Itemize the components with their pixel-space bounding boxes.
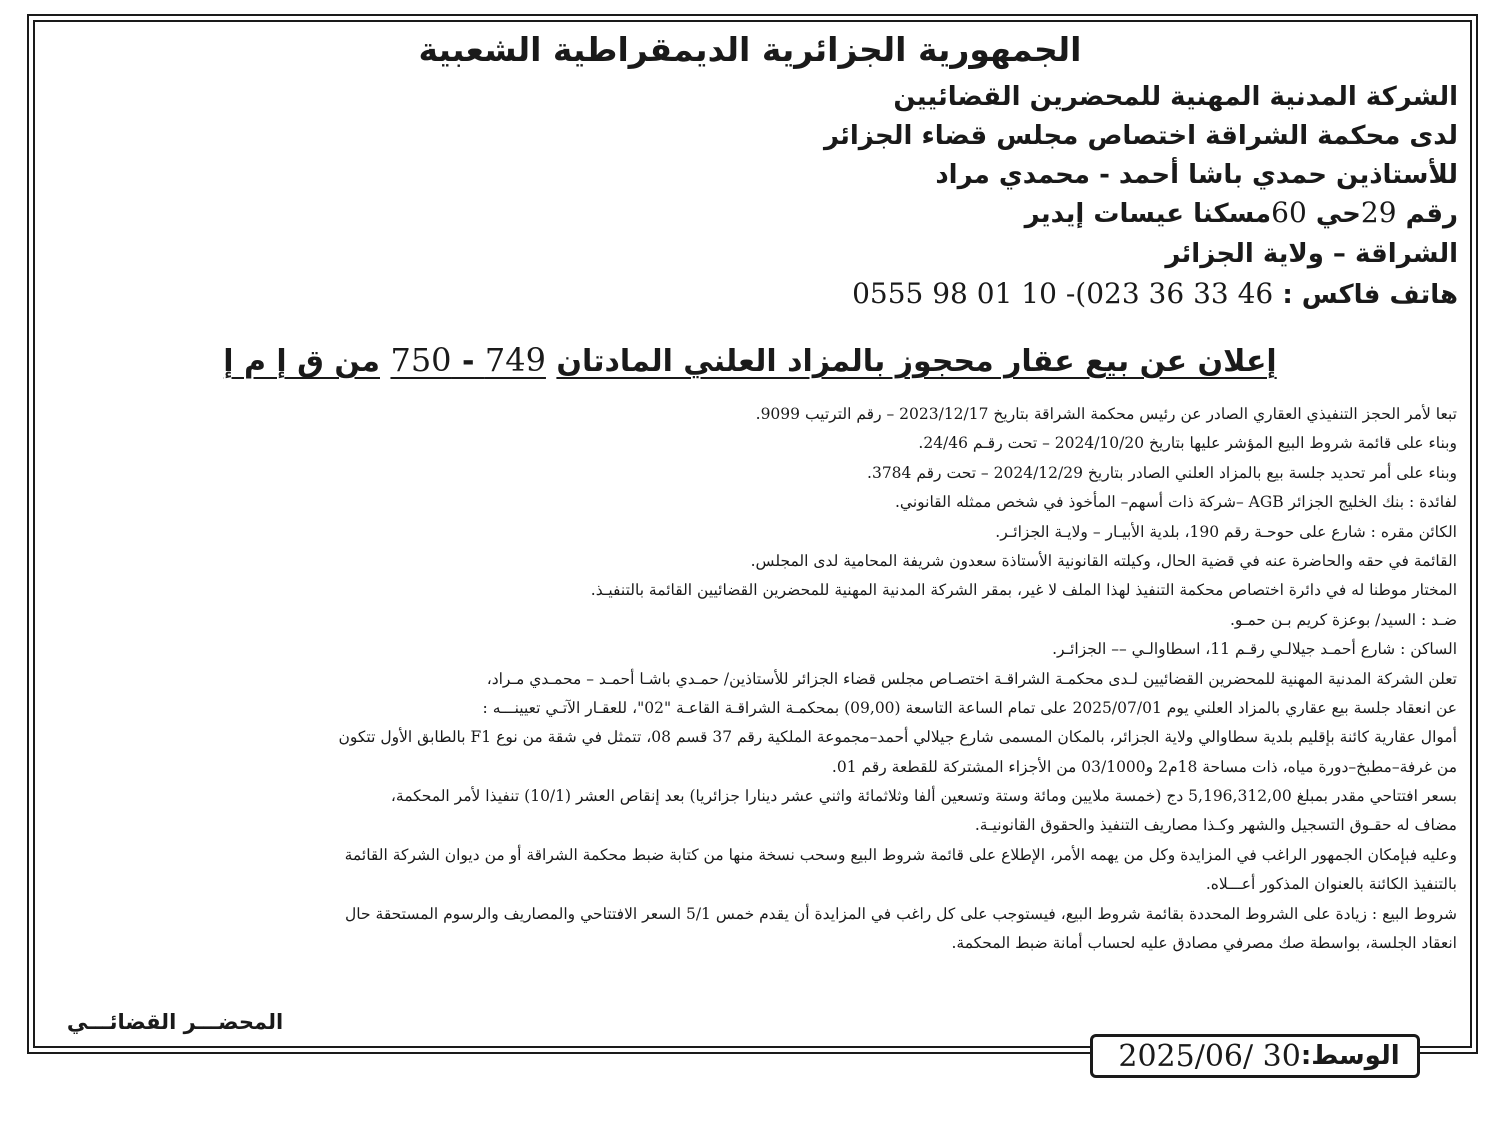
body-line: ضـد : السيد/ بوعزة كريم بـن حمـو. [1230, 610, 1457, 629]
address-number: 29 [1360, 196, 1397, 229]
signature-bailiff: المحضـــر القضائـــي [66, 1010, 284, 1034]
office-city: الشراقة – ولاية الجزائر [1165, 239, 1458, 269]
body-line: تعلن الشركة المدنية المهنية للمحضرين القضائيين لـدى محكمـة الشراقـة اختصـاص مجلس قضاء الجزائر للأستاذين/ حمـدي باشـا أحمـد – محمـدي مـراد، [486, 669, 1457, 688]
body-line: الكائن مقره : شارع على حوحـة رقم 190، بلدية الأبيـار – ولايـة الجزائـر. [995, 522, 1457, 541]
body-line: مضاف له حقـوق التسجيل والشهر وكـذا مصاريف التنفيذ والحقوق القانونيـة. [974, 816, 1457, 835]
phone-label: هاتف فاكس : [1282, 280, 1458, 310]
body-line: لفائدة : بنك الخليج الجزائر AGB –شركة ذات أسهم– المأخوذ في شخص ممثله القانوني. [894, 493, 1457, 512]
title-code-ref: من ق إ م إ [223, 344, 380, 379]
title-article-750: 750 [390, 341, 452, 379]
address-mid: حي [1315, 199, 1361, 229]
body-line: بسعر افتتاحي مقدر بمبلغ 5,196,312,00 دج (خمسة ملايين ومائة وستة وتسعين ألفا وثلاثمائة واثني عشر دينارا جزائريا) بعد إنقاص العشر (10/1) تنفيذا لأمر المحكمة، [390, 787, 1457, 806]
body-line: تبعا لأمر الحجز التنفيذي العقاري الصادر عن رئيس محكمة الشراقة بتاريخ 2023/12/17 – رقم الترتيب 9099. [755, 405, 1457, 423]
republic-heading: الجمهورية الجزائرية الديمقراطية الشعبية [418, 30, 1082, 69]
body-line: وبناء على قائمة شروط البيع المؤشر عليها بتاريخ 2024/10/20 – تحت رقـم 24/46. [918, 434, 1457, 453]
bailiff-names: للأستاذين حمدي باشا أحمد - محمدي مراد [935, 160, 1458, 190]
title-text: إعلان عن بيع عقار محجوز بالمزاد العلني المادتان [556, 344, 1277, 379]
announcement-body [47, 400, 1457, 958]
body-line: انعقاد الجلسة، بواسطة صك مصرفي مصادق عليه لحساب أمانة ضبط المحكمة. [951, 934, 1457, 953]
title-article-749: 749 [484, 341, 546, 379]
title-dash: - [451, 344, 485, 379]
address-suffix: مسكنا عيسات إيدير [1024, 199, 1272, 229]
company-name: الشركة المدنية المهنية للمحضرين القضائيين [893, 82, 1458, 112]
office-address [558, 194, 1458, 233]
body-line: الساكن : شارع أحمـد جيلالـي رقـم 11، اسطاوالـي –– الجزائـر. [1052, 640, 1457, 659]
body-line: بالتنفيذ الكائنة بالعنوان المذكور أعـــلاه. [1205, 875, 1457, 894]
newspaper-label: الوسط: [1300, 1041, 1400, 1071]
body-line: أموال عقارية كائنة بإقليم بلدية سطاوالي ولاية الجزائر، بالمكان المسمى شارع جيلالي أحمد–مجموعة الملكية رقم 37 قسم 08، تتمثل في شقة من نوع F1 بالطابق الأول تتكون [338, 728, 1457, 747]
phone-number: 0555 98 01 10 -(023 36 33 46 [852, 277, 1274, 310]
office-phone [558, 275, 1458, 314]
publication-date-box [1090, 1034, 1420, 1078]
body-line: شروط البيع : زيادة على الشروط المحددة بقائمة شروط البيع، فيستوجب على كل راغب في المزايدة أن يقدم خمس 5/1 السعر الافتتاحي والمصاريف والرسوم المستحقة حال [345, 904, 1457, 923]
body-line: وبناء على أمر تحديد جلسة بيع بالمزاد العلني الصادر بتاريخ 2024/12/29 – تحت رقم 3784. [867, 463, 1457, 482]
court-name: لدى محكمة الشراقة اختصاص مجلس قضاء الجزائر [823, 121, 1458, 151]
body-line: المختار موطنا له في دائرة اختصاص محكمة التنفيذ لهذا الملف لا غير، بمقر الشركة المدنية المهنية للمحضرين القضائيين القائمة بالتنفيـذ. [590, 581, 1457, 600]
body-line: عن انعقاد جلسة بيع عقاري بالمزاد العلني يوم 2025/07/01 على تمام الساعة التاسعة (09,00) بمحكمـة الشراقـة القاعـة "02"، للعقـار الآتـي تعيينـــه : [482, 698, 1457, 717]
announcement-title [150, 338, 1350, 384]
body-line: من غرفة–مطبخ–دورة مياه، ذات مساحة 18م2 و03/1000 من الأجزاء المشتركة للقطعة رقم 01. [831, 757, 1457, 776]
address-prefix: رقم [1405, 199, 1458, 229]
body-line: القائمة في حقه والحاضرة عنه في قضية الحال، وكيلته القانونية الأستاذة سعدون شريفة المحامية لدى المجلس. [750, 551, 1457, 570]
body-line: وعليه فبإمكان الجمهور الراغب في المزايدة وكل من يهمه الأمر، الإطلاع على قائمة شروط البيع وسحب نسخة منها من كتابة ضبط محكمة الشراقة أو من ديوان الشركة القائمة [344, 845, 1457, 864]
address-dwellings-count: 60 [1271, 196, 1307, 229]
publication-date: 30 /2025/06 [1118, 1038, 1301, 1074]
